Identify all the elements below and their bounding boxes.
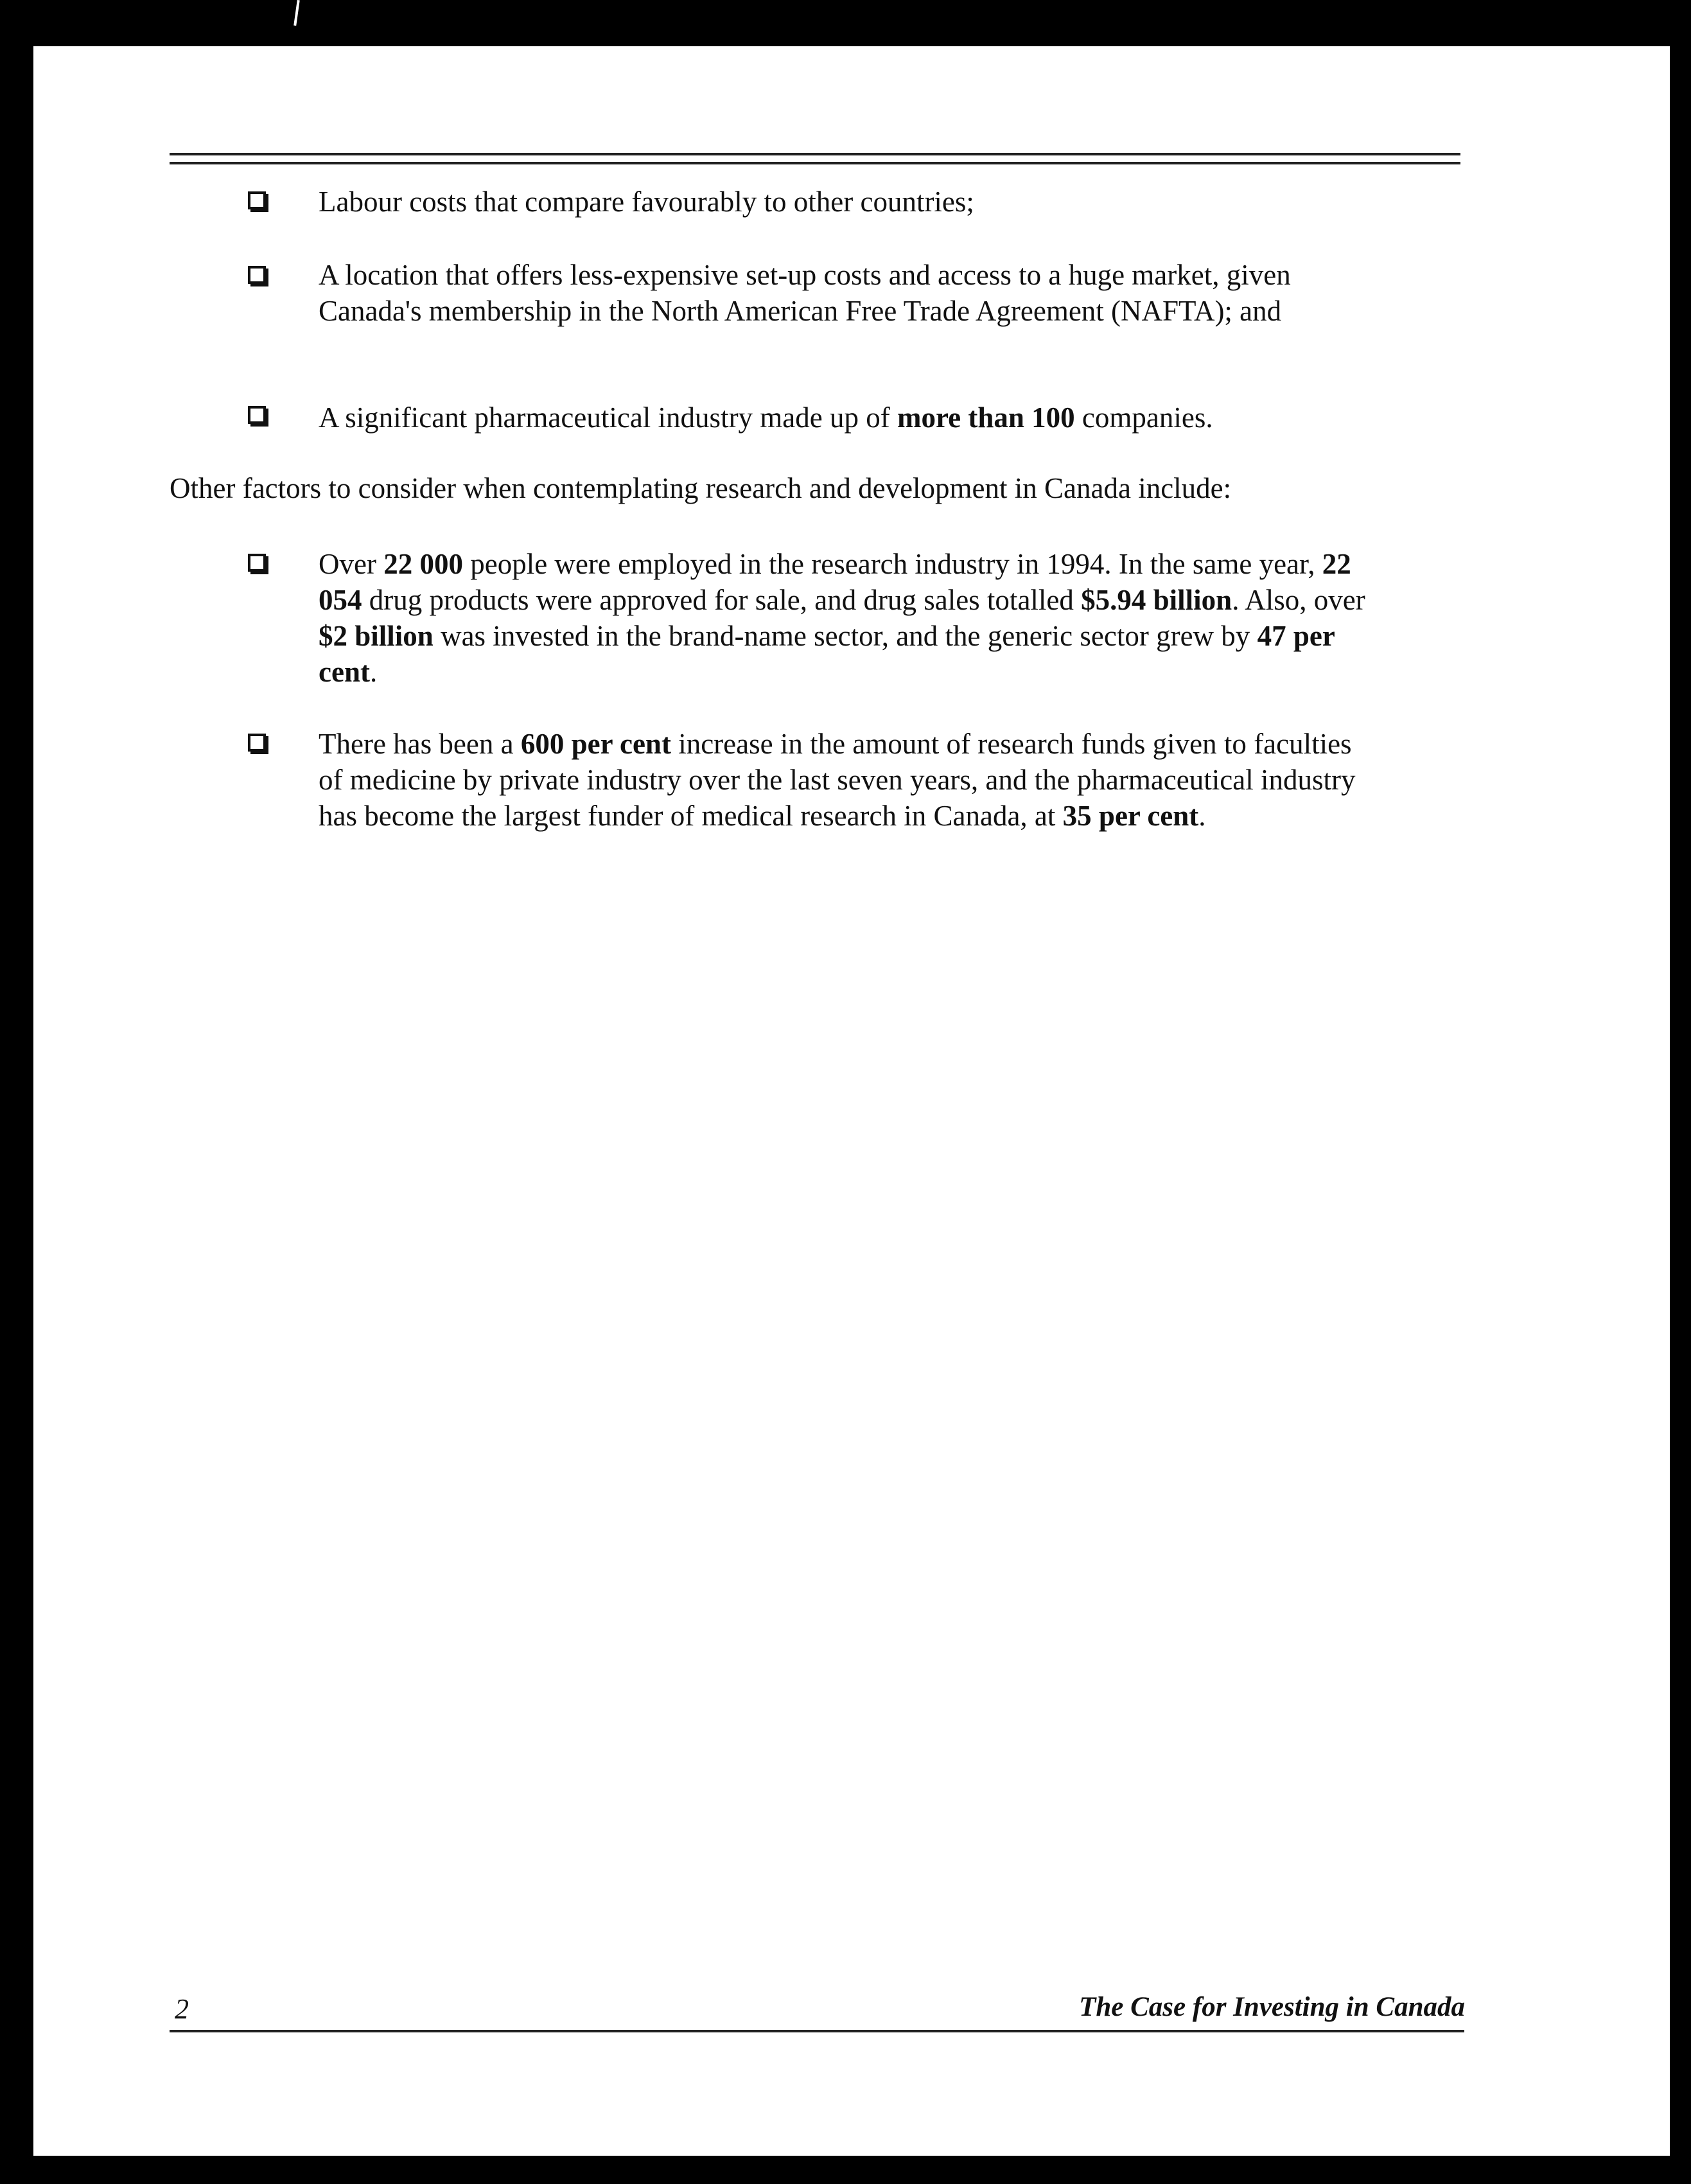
emphasized-figure: $2 billion [319,620,434,652]
emphasized-figure: 22 054 [319,548,1351,616]
emphasized-figure: $5.94 billion [1081,584,1232,616]
checkbox-icon [248,554,266,572]
bullet-text [319,546,1372,690]
bullet-text [319,400,1385,436]
document-page [33,46,1670,2156]
bullet-text [319,184,1385,220]
footer-rule [170,2030,1464,2032]
text-run: A location that offers less-expensive set-up costs and access to a huge market, given Canada's membership in the North American Free Trade Agreement (NAFTA); and [319,259,1291,327]
text-run: There has been a [319,728,521,760]
page-number: 2 [175,1993,189,2025]
text-run: people were employed in the research industry in 1994. In the same year, [462,548,1322,580]
bullet-text [319,726,1372,834]
text-run: Labour costs that compare favourably to other countries; [319,186,974,218]
text-run: Over [319,548,384,580]
emphasized-figure: 35 per cent [1062,800,1199,832]
text-run: . Also, over [1232,584,1365,616]
text-run: drug products were approved for sale, and drug sales totalled [362,584,1082,616]
checkbox-icon [248,406,266,424]
scan-mark [294,0,300,26]
header-rule-top [170,153,1460,155]
intro-paragraph: Other factors to consider when contemplating research and development in Canada include: [170,472,1232,504]
emphasized-figure: 22 000 [383,548,463,580]
bullet-text [319,257,1346,329]
text-run: companies. [1074,401,1213,434]
header-rule-bottom [170,162,1460,164]
emphasized-figure: more than 100 [897,401,1075,434]
text-run: . [369,656,378,688]
text-run: . [1198,800,1206,832]
text-run: A significant pharmaceutical industry made up of [319,401,897,434]
text-run: increase in the amount of research funds given to faculties of medicine by private industry over the last seven years, and the pharmaceutical industry has become the largest funder of medical research in Canada, at [319,728,1356,832]
checkbox-icon [248,191,266,209]
checkbox-icon [248,734,266,752]
emphasized-figure: 600 per cent [520,728,671,760]
emphasized-figure: 47 per cent [319,620,1335,688]
running-footer-title: The Case for Investing in Canada [1079,1992,1465,2022]
text-run: was invested in the brand-name sector, and the generic sector grew by [433,620,1257,652]
checkbox-icon [248,266,266,284]
